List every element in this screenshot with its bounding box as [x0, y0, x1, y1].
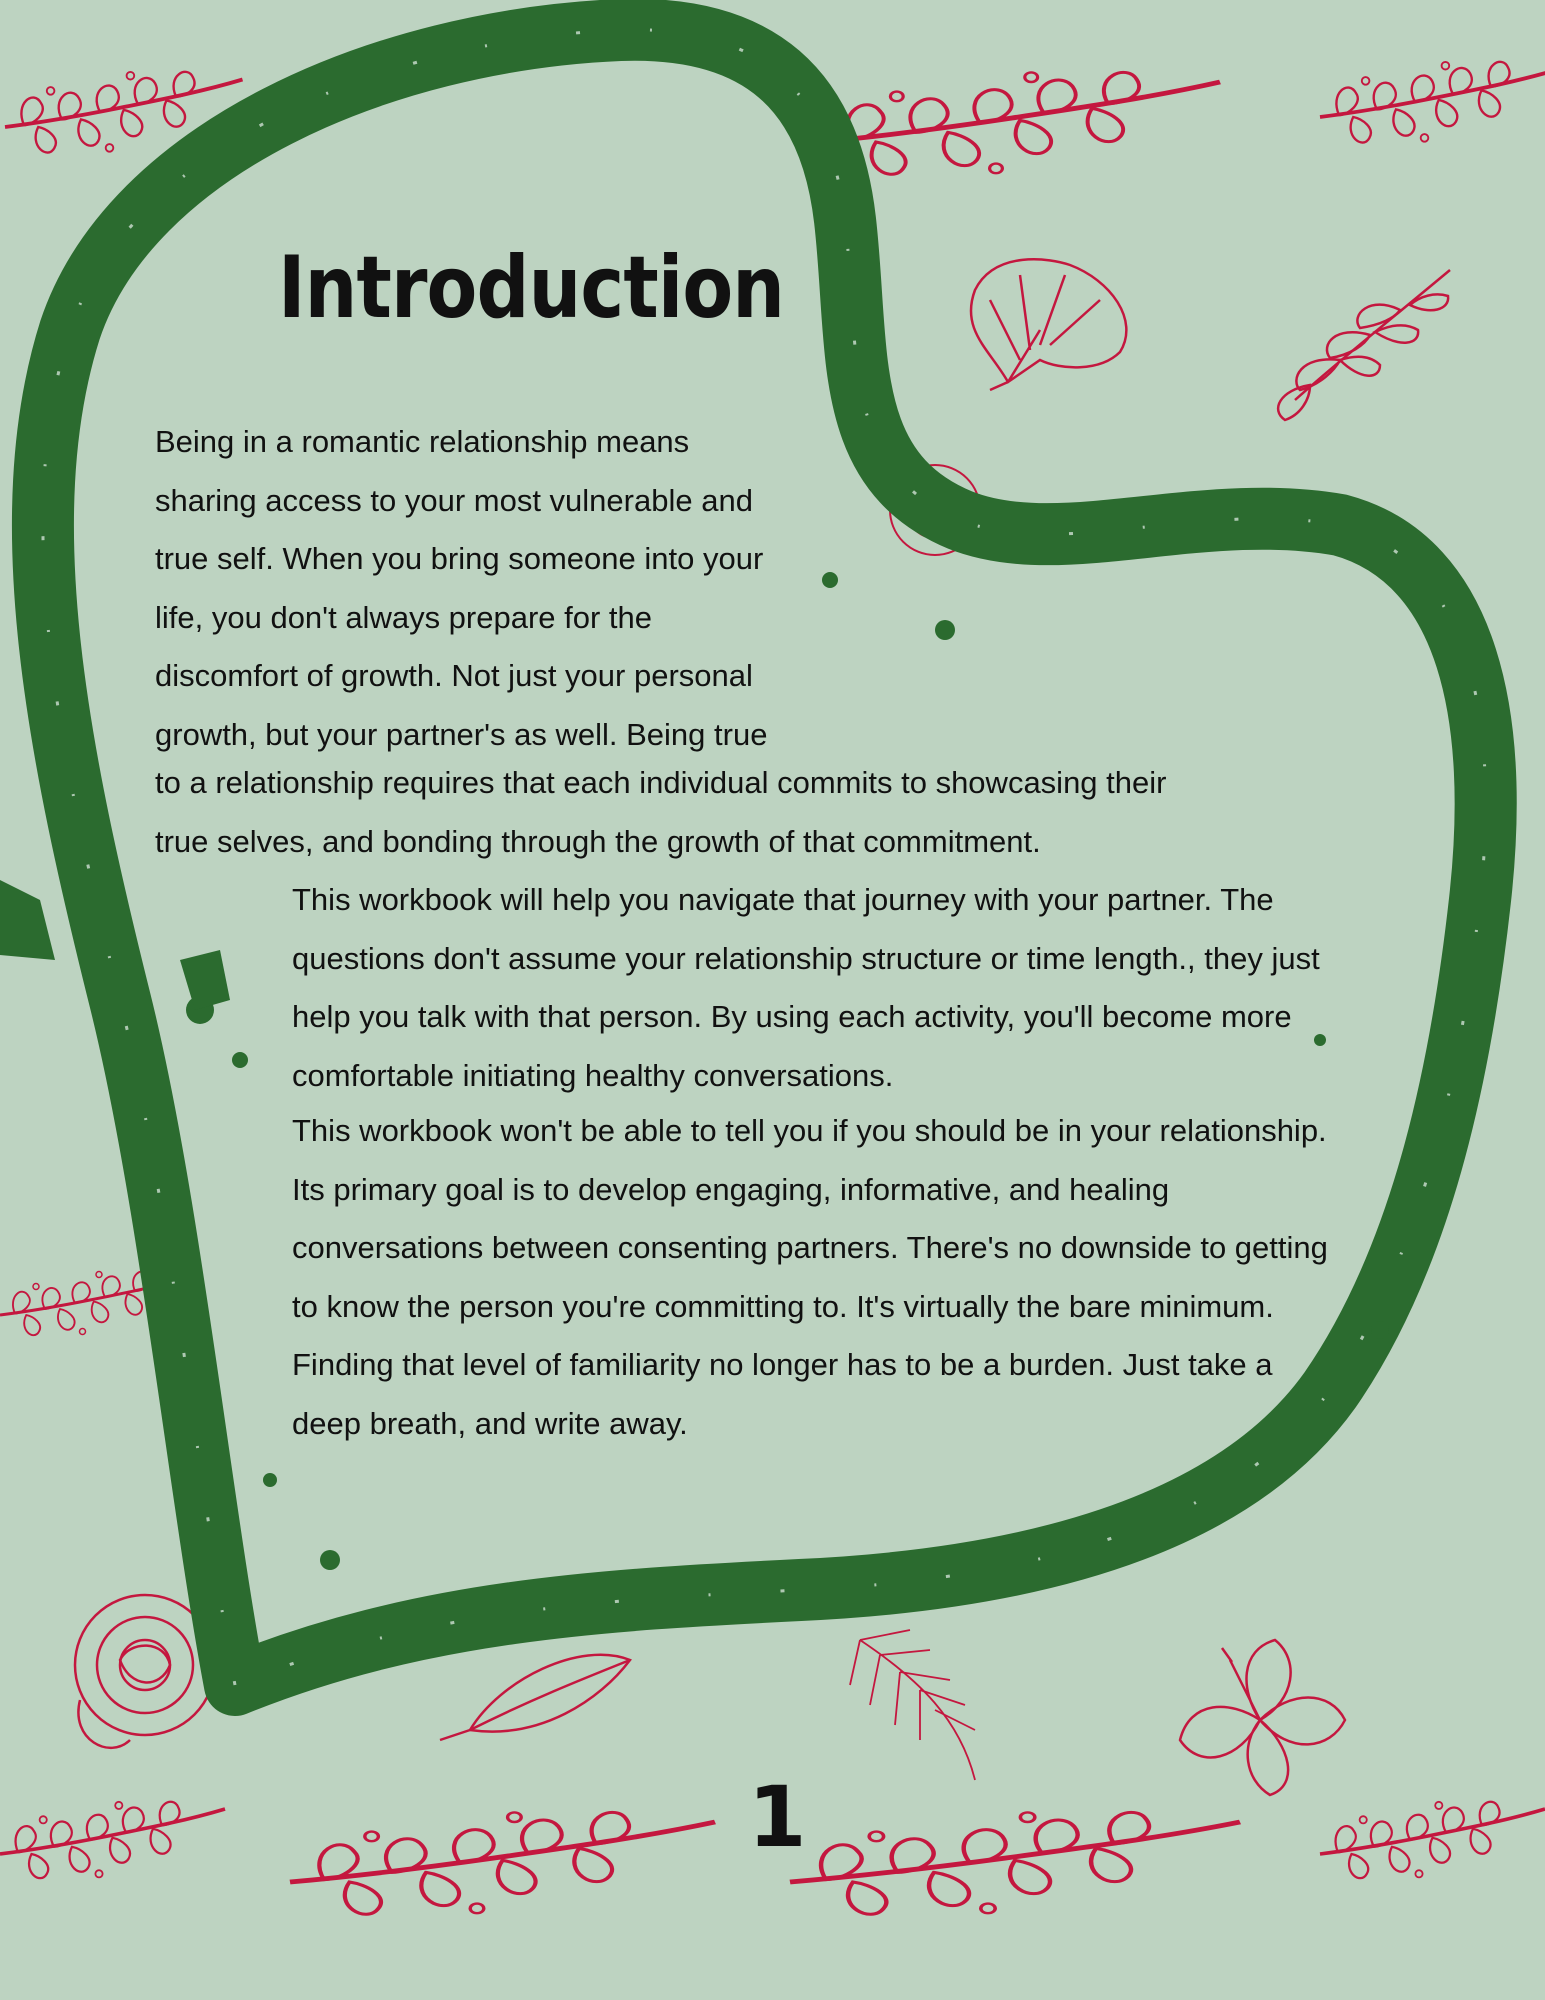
ginkgo-leaf-icon: [971, 259, 1126, 390]
intro-paragraph-3: This workbook will help you navigate that journey with your partner. The questions don't assume your relationship structure or time length., they just help you talk with that person. By using each activity, you'll become more comfortable initiating healthy conversations.: [292, 882, 1320, 1093]
page-number: 1: [748, 1768, 807, 1866]
intro-paragraph-2: to a relationship requires that each individual commits to showcasing their true selves, and bonding through the growth of that commitment.: [155, 765, 1167, 859]
palm-leaf-icon: [850, 1630, 975, 1780]
fern-branch-icon: [1278, 270, 1450, 420]
hibiscus-icon: [1180, 1640, 1345, 1795]
intro-paragraph-4: This workbook won't be able to tell you if you should be in your relationship. Its primary goal is to develop engaging, informative, and healing conversations between consenting partners. There's no downside to getting to know the person you're committing to. It's virtually the bare minimum. Finding that level of familiarity no longer has to be a burden. Just take a deep breath, and write away.: [292, 1113, 1328, 1441]
intro-paragraph-1: Being in a romantic relationship means sharing access to your most vulnerable and true self. When you bring someone into your life, you don't always prepare for the discomfort of growth. Not just your personal growth, but your partner's as well. Being true: [155, 424, 768, 752]
page-title: Introduction: [278, 238, 785, 338]
leaf-icon: [440, 1655, 630, 1740]
